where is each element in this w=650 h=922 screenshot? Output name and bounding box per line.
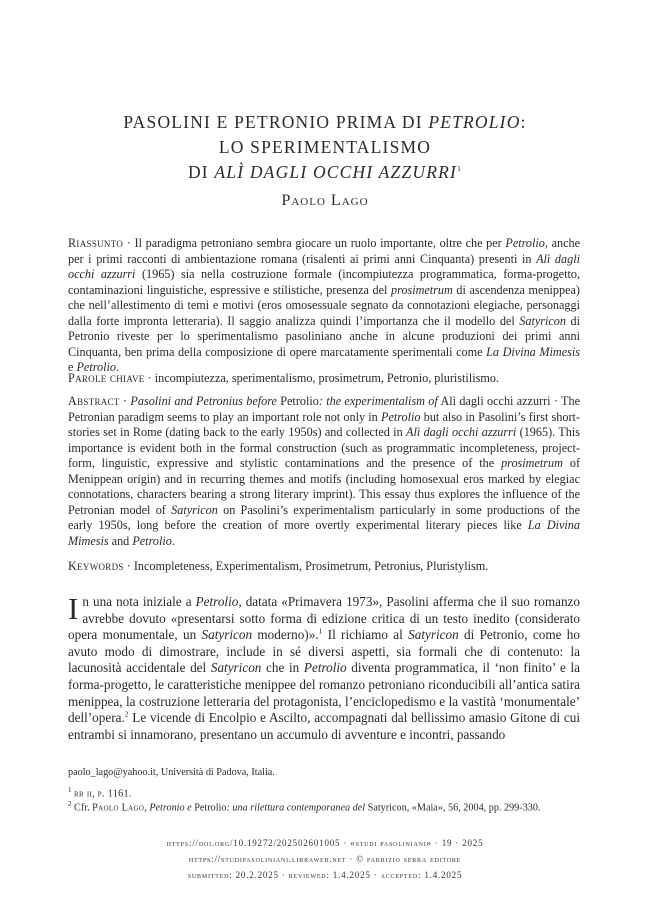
- author-name: Paolo Lago: [281, 192, 369, 209]
- footnote-ref-2[interactable]: 2: [124, 709, 129, 719]
- footnote-ref-1[interactable]: 1: [318, 626, 323, 636]
- keywords: Keywords · Incompleteness, Experimentalism, Prosimetrum, Petronius, Pluristylism.: [68, 559, 489, 573]
- footer-publisher-line: https://studipasoliniani.libraweb.net · © fabrizio serra editore: [188, 854, 462, 864]
- body-paragraph: In una nota iniziale a Petrolio, datata «Primavera 1973», Pasolini afferma che il suo romanzo avrebbe dovuto «presentarsi sotto forma di edizione critica di un testo inedito (considerato opera monumentale, un Satyricon moderno)».$^1$ Il richiamo al Satyricon di Petronio, come ho avuto modo di dimostrare, include in sé diversi aspetti, sia formali che di contenuto: la lacunosità accidentale del Satyricon che in Petrolio diventa programmatica, il ‘non finito’ e la forma-progetto, le caratteristiche menippee del romanzo petroniano riconducibili all’antica satira menippea, la costruzione letteraria del protagonista, l’enciclopedismo e la vastità ‘monumentale’ dell’opera.$^2$ Le vicende di Encolpio e Ascilto, accompagnati dal bellissimo amasio Gitone di cui entrambi si innamorano, presentano un accumulo di avventure e incontri, passando: [68, 591, 581, 742]
- footnote-2: $^2$ Cfr. Paolo Lago, Petronio e Petrolio: una rilettura contemporanea del Satyricon, «Maia», 56, 2004, pp. 299-330.: [68, 800, 541, 814]
- article-title: [40, 110, 610, 185]
- footnote-1: $^1$ rr ii, p. 1161.: [68, 786, 132, 800]
- footer-doi-line: https://doi.org/10.19272/202502601005 · «studi pasoliniani» · 19 · 2025: [166, 838, 484, 848]
- abstract-paragraph: Abstract · Pasolini and Petronius before Petrolio: the experimentalism of Alì dagli occhi azzurri · The Petronian paradigm seems to play an important role not only in Petrolio but also in Pasolini’s first short-stories set in Rome (dating back to the early 1950s) and collected in Alì dagli occhi azzurri (1965). This importance is evident both in the formal construction (such as programmatic incompleteness, project-form, linguistic, expressive and stylistic contaminations and the presence of the prosimetrum of Menippean origin) and in recurring themes and motifs (including homosexual eros marked by elegiac connotations, characters bearing a strong literary imprint). This essay thus explores the influence of the Petronian model of Satyricon on Pasolini’s experimentalism particularly in some productions of the early 1950s, long before the creation of more overtly experimental literary pieces like La Divina Mimesis and Petrolio.: [68, 394, 581, 548]
- title-line-2: LO SPERIMENTALISMO: [218, 137, 432, 157]
- keywords-label: Keywords: [68, 559, 124, 573]
- abstract-label: Abstract: [68, 394, 120, 408]
- footer-dates-line: submitted: 20.2.2025 · reviewed: 1.4.2025 · accepted: 1.4.2025: [187, 870, 463, 880]
- title-footnote-mark: 1: [457, 164, 463, 174]
- parole-chiave-label: Parole chiave: [68, 371, 145, 385]
- parole-chiave: Parole chiave · incompiutezza, sperimentalismo, prosimetrum, Petronio, pluristilismo.: [68, 371, 499, 385]
- riassunto-label: Riassunto: [68, 236, 124, 250]
- title-line-1: PASOLINI E PETRONIO PRIMA DI PETROLIO:: [123, 112, 527, 132]
- drop-cap: I: [68, 591, 79, 626]
- title-line-3: DI ALÌ DAGLI OCCHI AZZURRI$^1$: [187, 162, 463, 182]
- riassunto-paragraph: Riassunto · Il paradigma petroniano sembra giocare un ruolo importante, oltre che per Petrolio, anche per i primi racconti di ambientazione romana (risalenti ai primi anni Cinquanta) presenti in Alì dagli occhi azzurri (1965) sia nella costruzione formale (incompiutezza programmatica, forma-progetto, contaminazioni linguistiche, espressive e stilistiche, presenza del prosimetrum di ascendenza menippea) che nell’allestimento di temi e motivi (eros omosessuale segnato da connotazioni elegiache, personaggi dalla forte impronta letteraria). Il saggio analizza quindi l’importanza che il modello del Satyricon di Petronio riveste per lo sperimentalismo pasoliniano anche in alcune produzioni dei primi anni Cinquanta, ben prima della composizione di opere marcatamente sperimentali come La Divina Mimesis e Petrolio.: [68, 236, 581, 375]
- author-affiliation: paolo_lago@yahoo.it, Università di Padova, Italia.: [68, 767, 275, 778]
